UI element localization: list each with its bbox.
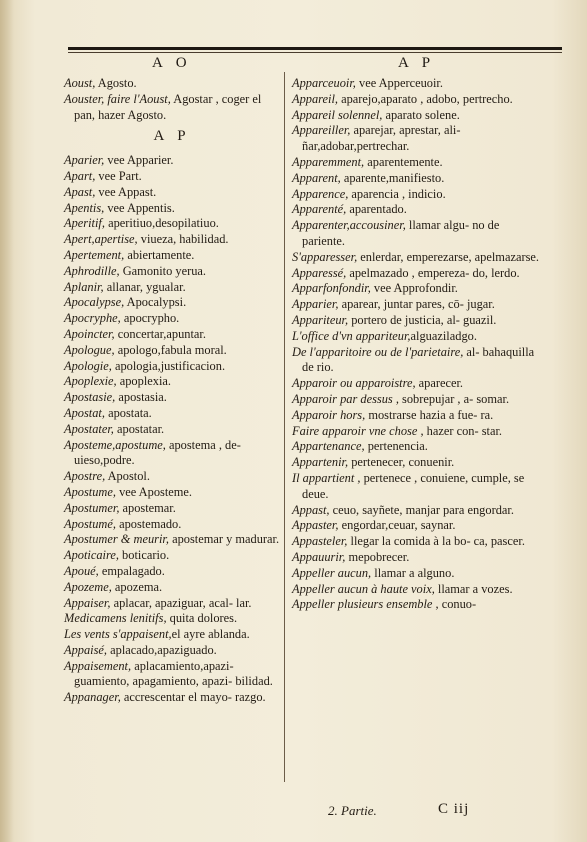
definition: vee Apparier. [104,153,174,168]
headword: Appeller plusieurs ensemble , [292,597,439,612]
dictionary-entry [64,564,280,580]
definition: Gamonito yerua. [119,263,207,278]
dictionary-entry [64,643,280,659]
dictionary-entry [64,659,280,691]
page-gutter-shadow [0,0,14,842]
definition: aparejo,aparato , adobo, pertrecho. [338,91,513,106]
right-column-heading: A P [398,55,436,71]
dictionary-entry [64,232,280,248]
dictionary-entry [64,438,280,470]
definition: mostrarse hazia a fue- ra. [365,407,494,422]
dictionary-entry [64,185,280,201]
definition: concertar,apuntar. [114,326,206,341]
definition: llamar algu- no de pariente. [302,218,500,248]
headword: Apozeme, [64,579,112,594]
dictionary-entry [292,376,540,392]
headword: Apoincter, [64,326,115,341]
header-rule-thin [68,52,562,53]
dictionary-entry [292,408,540,424]
definition: ceuo, sayñete, manjar para engordar. [329,502,514,517]
headword: Appaiser, [64,595,111,610]
definition: alguaziladgo. [410,328,477,343]
dictionary-entry [64,390,280,406]
dictionary-entry [292,455,540,471]
dictionary-entry [292,281,540,297]
dictionary-entry [292,582,540,598]
dictionary-entry [64,153,280,169]
dictionary-entry [292,202,540,218]
headword: Appeller aucun, [292,565,372,580]
dictionary-entry [64,201,280,217]
definition: aplacamiento,apazi- guamiento, apagamiento, apazi- bilidad. [74,658,273,689]
headword: Apostater, [64,421,114,436]
headword: L'office d'vn appariteur, [292,328,411,343]
headword: De l'apparitoire ou de l'parietaire, [292,344,464,359]
headword: Appariteur, [292,312,349,327]
part-label: 2. Partie. [328,803,377,818]
headword: Apparier, [292,297,339,312]
dictionary-entry [64,327,280,343]
headword: Apparfonfondir, [292,281,371,296]
headword: Appaisé, [64,642,108,657]
definition: vee Apperceuoir. [355,76,443,90]
headword: Apparenté, [292,202,347,217]
headword: Appareil solennel, [292,107,383,122]
headword: Apparemment, [292,154,365,169]
dictionary-entry [64,548,280,564]
dictionary-entry [292,266,540,282]
definition: aplacar, apaziguar, acal- lar. [110,595,252,610]
headword: Apostre, [64,469,106,484]
dictionary-entry [64,216,280,232]
headword: Apologue, [64,342,115,357]
dictionary-entry [64,469,280,485]
headword: Apertement, [64,247,125,262]
dictionary-entry [292,439,540,455]
dictionary-entry [292,218,540,250]
definition: aparente,manifiesto. [340,170,445,185]
headword: Appaster, [292,518,339,533]
definition: el ayre ablanda. [171,627,250,642]
definition: Apostol. [105,469,150,484]
dictionary-entry [292,550,540,566]
dictionary-entry [292,313,540,329]
definition: vee Aposteme. [115,484,193,499]
headword: Appasteler, [292,534,348,549]
dictionary-entry [292,471,540,503]
definition: empalagado. [98,563,165,578]
dictionary-entry [64,406,280,422]
definition: apologia,justificacion. [111,358,226,373]
definition: aparejar, aprestar, ali- ñar,adobar,pertrechar. [302,123,461,154]
dictionary-entry [64,169,280,185]
headword: Apast, [64,184,96,199]
headword: Faire apparoir vne chose , [292,423,424,438]
headword: Apoplexie, [64,374,117,389]
headword: Apologie, [64,358,112,373]
headword: Apert,apertise, [64,232,138,247]
headword: Apoticaire, [64,548,119,563]
dictionary-entry [292,503,540,519]
definition: vee Part. [95,168,142,183]
definition: pertenecer, conuenir. [348,455,455,470]
left-column [64,76,280,706]
dictionary-entry [64,343,280,359]
headword: Apparessé, [292,265,347,280]
definition: boticario. [118,548,170,563]
definition: apocrypho. [120,311,180,326]
headword: Apentis, [64,200,105,215]
dictionary-entry [292,123,540,155]
headword: Apostumer & meurir, [64,532,169,547]
dictionary-entry [292,392,540,408]
definition: apostasia. [115,390,167,405]
dictionary-entry: Aouster, faire l'Aoust, Agostar , coger el pan, hazer Agosto. [64,91,262,122]
dictionary-entry [292,187,540,203]
definition: apoplexia. [116,374,172,389]
dictionary-entry [64,485,280,501]
headword: Appaisement, [64,658,132,673]
headword: Apparceuoir, [292,76,356,90]
headword: Appeller aucun à haute voix, [292,581,435,596]
dictionary-entry [64,311,280,327]
right-column [292,76,540,613]
headword: Medicamens lenitifs, [64,611,167,626]
headword: Apostat, [64,405,105,420]
definition: aperitiuo,desopilatiuo. [104,216,219,231]
headword: Appauurir, [292,549,346,564]
dictionary-entry [64,374,280,390]
definition: pertenece , conuiene, cumple, se deue. [302,470,525,501]
column-divider [284,72,285,782]
dictionary-entry [292,297,540,313]
dictionary-entry [292,345,540,377]
right-entry-list [292,76,540,613]
headword: Aparier, [64,153,105,168]
dictionary-entry [292,566,540,582]
definition: al- bahaquilla de rio. [302,344,535,375]
signature-mark: C iij [438,801,470,817]
headword: Apart, [64,168,96,183]
definition: quita dolores. [166,611,238,626]
dictionary-entry [292,329,540,345]
headword: Appareiller, [292,123,351,138]
headword: Apparence, [292,186,349,201]
definition: pertenencia. [364,439,428,454]
section-heading: A P [153,128,191,145]
dictionary-entry: Aoust, Agosto. [64,76,137,90]
dictionary-entry [64,596,280,612]
definition: aparear, juntar pares, cō- jugar. [338,297,495,312]
left-column-heading: A O [152,55,192,71]
definition: apostata. [104,405,152,420]
definition: apostema , de- uieso,podre. [74,437,241,468]
definition: llamar a alguno. [371,565,455,580]
headword: Apocryphe, [64,311,121,326]
definition: viueza, habilidad. [137,232,229,247]
dictionary-entry [292,518,540,534]
definition: Apocalypsi. [124,295,187,310]
dictionary-entry [292,534,540,550]
headword: Apostume, [64,484,116,499]
headword: Apparent, [292,170,341,185]
definition: aparato solene. [382,107,460,122]
definition: vee Appentis. [104,200,175,215]
definition: conuo- [438,597,477,612]
definition: mepobrecer. [345,549,410,564]
dictionary-entry [292,171,540,187]
dictionary-entry [64,295,280,311]
dictionary-entry [64,359,280,375]
dictionary-entry [292,424,540,440]
headword: Apparoir hors, [292,407,366,422]
headword: Aperitif, [64,216,105,231]
dictionary-entry [64,264,280,280]
definition: allanar, ygualar. [103,279,186,294]
definition: accrescentar el mayo- razgo. [120,690,266,705]
definition: aparecer. [415,376,464,391]
headword: Apocalypse, [64,295,125,310]
dictionary-entry [292,250,540,266]
headword: Aplanir, [64,279,104,294]
headword: Apparenter,accousiner, [292,218,406,233]
definition: abiertamente. [124,247,195,262]
definition: portero de justicia, al- guazil. [348,312,497,327]
definition: apozema. [111,579,163,594]
headword: Aphrodille, [64,263,120,278]
definition: sobrepujar , a- somar. [398,391,510,406]
definition: aplacado,apaziguado. [107,642,217,657]
definition: hazer con- star. [423,423,503,438]
definition: apelmazado , empereza- do, lerdo. [346,265,520,280]
headword: S'apparesser, [292,249,358,264]
page-footer [324,803,540,819]
dictionary-entry [64,627,280,643]
headword: Appartenir, [292,455,349,470]
definition: apologo,fabula moral. [114,342,227,357]
headword: Apostasie, [64,390,116,405]
dictionary-entry [64,690,280,706]
definition: apostatar. [113,421,165,436]
definition: vee Appast. [95,184,157,199]
headword: Apoué, [64,563,99,578]
dictionary-entry [64,611,280,627]
definition: apostemar. [119,500,176,515]
definition: vee Approfondir. [370,281,458,296]
headword: Appartenance, [292,439,365,454]
dictionary-entry [64,580,280,596]
definition: aparentemente. [364,154,443,169]
dictionary-entry [64,501,280,517]
headword: Apparoir par dessus , [292,391,399,406]
definition: apostemar y madurar. [168,532,280,547]
headword: Apostumer, [64,500,120,515]
definition: llegar la comida à la bo- ca, pascer. [347,534,525,549]
dictionary-entry [292,597,540,613]
dictionary-entry [292,108,540,124]
headword: Apparoir ou apparoistre, [292,376,416,391]
dictionary-entry [292,76,540,92]
dictionary-entry [292,92,540,108]
header-rule-thick [68,47,562,50]
dictionary-entry [64,248,280,264]
headword: Apostumé, [64,516,116,531]
definition: engordar,ceuar, saynar. [338,518,456,533]
dictionary-entry [64,280,280,296]
dictionary-entry [292,155,540,171]
left-entry-list [64,153,280,706]
headword: Appanager, [64,690,121,705]
headword: Les vents s'appaisent, [64,627,172,642]
headword: Il appartient , [292,470,361,485]
dictionary-entry [64,422,280,438]
definition: aparentado. [346,202,407,217]
headword: Appast, [292,502,330,517]
dictionary-entry [64,517,280,533]
dictionary-entry [64,532,280,548]
headword: Appareil, [292,91,338,106]
definition: enlerdar, emperezarse, apelmazarse. [357,249,539,264]
definition: llamar a vozes. [434,581,513,596]
definition: aparencia , indicio. [348,186,446,201]
definition: apostemado. [115,516,182,531]
headword: Aposteme,apostume, [64,437,166,452]
